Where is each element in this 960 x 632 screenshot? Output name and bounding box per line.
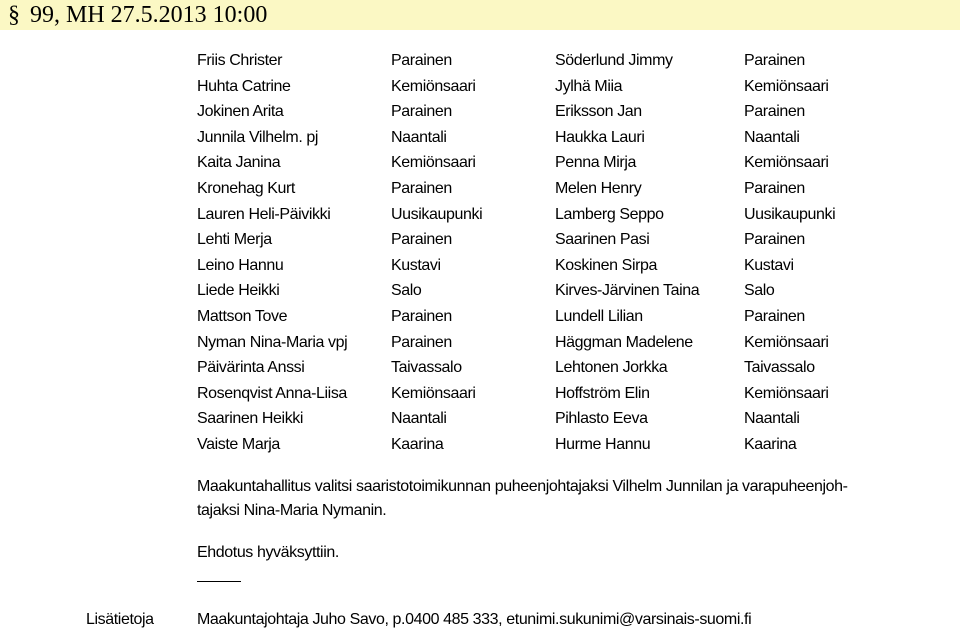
table-row [197, 304, 917, 330]
table-row [197, 74, 917, 100]
member-municipality: Parainen [391, 103, 452, 121]
member-municipality: Parainen [391, 333, 452, 351]
deputy-name: Haukka Lauri [555, 128, 645, 146]
table-row [197, 278, 917, 304]
deputy-municipality: Kustavi [744, 256, 794, 274]
section-mark: § [8, 2, 20, 28]
member-municipality: Kaarina [391, 435, 444, 453]
info-label: Lisätietoja [86, 611, 154, 628]
member-name: Friis Christer [197, 52, 283, 69]
member-municipality: Salo [391, 282, 422, 300]
member-municipality: Parainen [391, 52, 452, 69]
deputy-municipality: Kemiönsaari [744, 384, 829, 402]
contact-info: Maakuntajohtaja Juho Savo, p.0400 485 333, etunimi.sukunimi@varsinais-suomi.fi [197, 611, 752, 628]
member-name: Rosenqvist Anna-Liisa [197, 384, 347, 402]
deputy-name: Hurme Hannu [555, 435, 651, 453]
table-row [197, 432, 917, 458]
member-name: Junnila Vilhelm. pj [197, 128, 319, 146]
deputy-municipality: Kaarina [744, 435, 797, 453]
deputy-name: Jylhä Miia [555, 77, 623, 95]
member-municipality: Uusikaupunki [391, 205, 483, 223]
meeting-reference: 99, MH 27.5.2013 10:00 [30, 2, 268, 28]
deputy-municipality: Taivassalo [744, 359, 815, 377]
decision-line-1: Maakuntahallitus valitsi saaristotoimikunnan puheenjohtajaksi Vilhelm Junnilan ja varapuheenjoh- [197, 478, 848, 495]
deputy-name: Saarinen Pasi [555, 231, 650, 249]
table-row [197, 202, 917, 228]
deputy-name: Pihlasto Eeva [555, 410, 648, 428]
deputy-name: Lundell Lilian [555, 307, 643, 325]
member-municipality: Naantali [391, 128, 447, 146]
decision-paragraph [197, 475, 897, 523]
member-name: Saarinen Heikki [197, 410, 304, 428]
table-row [197, 406, 917, 432]
table-row [197, 48, 917, 74]
member-municipality: Naantali [391, 410, 447, 428]
deputy-name: Lehtonen Jorkka [555, 359, 668, 377]
deputy-name: Eriksson Jan [555, 103, 642, 121]
member-municipality: Taivassalo [391, 359, 462, 377]
section-heading [8, 1, 267, 29]
deputy-municipality: Kemiönsaari [744, 333, 829, 351]
member-name: Jokinen Arita [197, 103, 284, 121]
table-row [197, 227, 917, 253]
deputy-municipality: Parainen [744, 307, 805, 325]
deputy-municipality: Naantali [744, 410, 800, 428]
deputy-municipality: Kemiönsaari [744, 154, 829, 172]
deputy-municipality: Parainen [744, 231, 805, 249]
table-row [197, 381, 917, 407]
table-row [197, 355, 917, 381]
deputy-municipality: Kemiönsaari [744, 77, 829, 95]
table-row [197, 176, 917, 202]
deputy-name: Söderlund Jimmy [555, 52, 673, 69]
deputy-name: Penna Mirja [555, 154, 636, 172]
table-row [197, 330, 917, 356]
deputy-municipality: Parainen [744, 52, 805, 69]
member-name: Kaita Janina [197, 154, 281, 172]
member-name: Kronehag Kurt [197, 179, 295, 197]
deputy-municipality: Parainen [744, 179, 805, 197]
member-municipality: Parainen [391, 231, 452, 249]
separator-line [197, 581, 241, 582]
member-table [197, 48, 917, 458]
member-municipality: Kemiönsaari [391, 384, 476, 402]
member-name: Liede Heikki [197, 282, 280, 300]
deputy-name: Lamberg Seppo [555, 205, 664, 223]
deputy-municipality: Parainen [744, 103, 805, 121]
deputy-municipality: Salo [744, 282, 775, 300]
member-name: Nyman Nina-Maria vpj [197, 333, 348, 351]
deputy-municipality: Uusikaupunki [744, 205, 836, 223]
deputy-name: Hoffström Elin [555, 384, 650, 402]
member-municipality: Kemiönsaari [391, 77, 476, 95]
member-name: Päivärinta Anssi [197, 359, 305, 377]
table-row [197, 125, 917, 151]
deputy-name: Kirves-Järvinen Taina [555, 282, 700, 300]
deputy-municipality: Naantali [744, 128, 800, 146]
table-row [197, 150, 917, 176]
member-name: Leino Hannu [197, 256, 284, 274]
member-name: Vaiste Marja [197, 435, 280, 453]
member-name: Mattson Tove [197, 307, 288, 325]
member-municipality: Parainen [391, 179, 452, 197]
member-name: Lauren Heli-Päivikki [197, 205, 331, 223]
deputy-name: Häggman Madelene [555, 333, 693, 351]
approval-text: Ehdotus hyväksyttiin. [197, 544, 339, 561]
deputy-name: Koskinen Sirpa [555, 256, 658, 274]
deputy-name: Melen Henry [555, 179, 642, 197]
member-municipality: Kustavi [391, 256, 441, 274]
table-row [197, 253, 917, 279]
member-municipality: Kemiönsaari [391, 154, 476, 172]
table-row [197, 99, 917, 125]
member-name: Lehti Merja [197, 231, 272, 249]
member-name: Huhta Catrine [197, 77, 291, 95]
member-municipality: Parainen [391, 307, 452, 325]
decision-line-2: tajaksi Nina-Maria Nymanin. [197, 502, 387, 519]
